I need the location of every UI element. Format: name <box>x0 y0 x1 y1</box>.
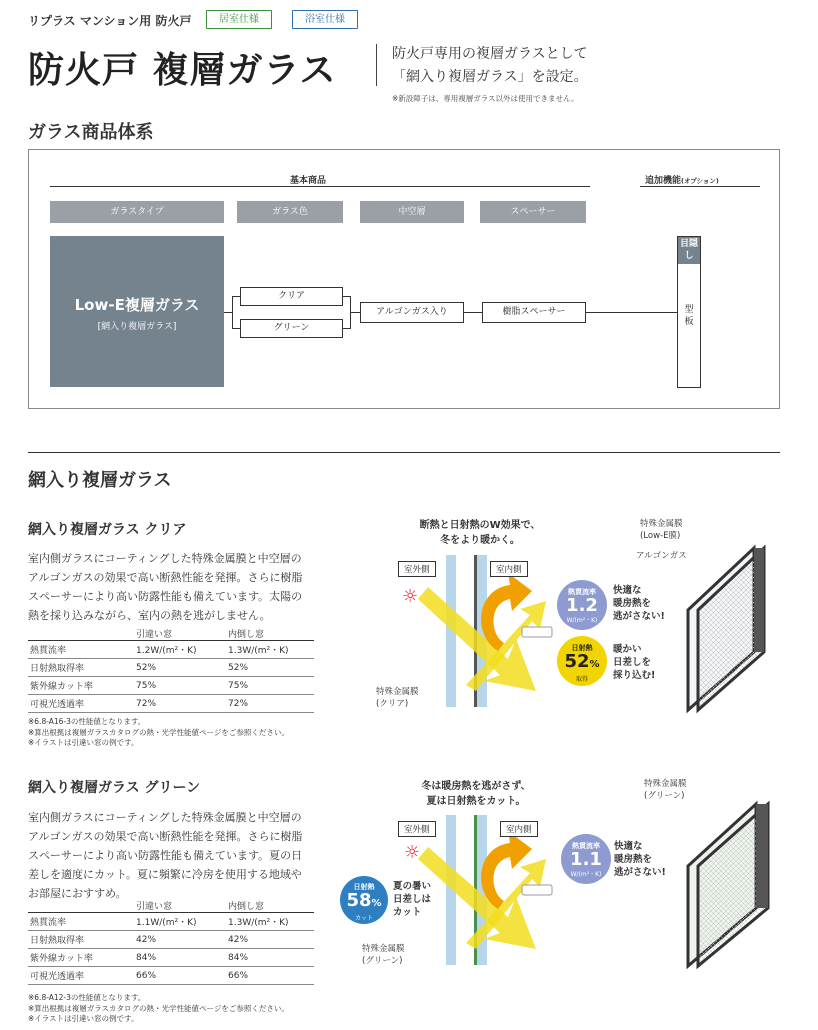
green-film-label: 特殊金属膜 (グリーン) <box>362 944 405 966</box>
body-line: お部屋におすすめ。 <box>28 887 127 900</box>
option-value: 型板 <box>684 305 694 327</box>
table-row: 紫外線カット率 75% 75% <box>28 677 314 695</box>
connector <box>586 312 677 313</box>
green-heading: 網入り複層ガラス グリーン <box>28 780 201 796</box>
clear-diagram-caption: 断熱と日射熱のW効果で、 冬をより暖かく。 <box>419 520 541 546</box>
clear-film-label: 特殊金属膜 (クリア) <box>376 687 419 709</box>
u-value-text: 快適な 暖房熱を 逃がさない! <box>613 585 665 622</box>
basic-label: 基本商品 <box>290 176 327 186</box>
clear-glass-illustration <box>676 540 782 715</box>
solar-cut-circle: 日射熱 58% カット <box>340 876 388 924</box>
connector <box>464 312 482 313</box>
tag-bath: 浴室仕様 <box>292 10 358 29</box>
table-row: 日射熱取得率 52% 52% <box>28 659 314 677</box>
gap-box: アルゴンガス入り <box>360 302 464 323</box>
color-clear-box: クリア <box>240 287 343 306</box>
option-label: 追加機能(オプション) <box>645 176 719 186</box>
note-line: ※6.8-A16-3の性能値となります。 <box>28 717 146 726</box>
col-sliding: 引違い窓 <box>136 629 173 640</box>
col-spacer: スペーサー <box>480 201 586 223</box>
col-tilt: 内倒し窓 <box>228 901 265 912</box>
connector <box>232 328 240 329</box>
col-sliding: 引違い窓 <box>136 901 173 912</box>
col-gap: 中空層 <box>360 201 464 223</box>
table-row: 熱貫流率 1.2W/(m²・K) 1.3W/(m²・K) <box>28 641 314 659</box>
connector <box>232 296 240 297</box>
clear-body <box>28 549 328 625</box>
page-title: 防火戸 複層ガラス <box>28 50 337 91</box>
main-product: Low-E複層ガラス <box>74 296 200 314</box>
clear-notes <box>28 717 289 749</box>
inside-label: 室内側 <box>500 821 538 837</box>
brand-line: リプラス マンション用 防火戸 <box>28 14 192 28</box>
basic-underline <box>50 186 590 187</box>
col-tilt: 内倒し窓 <box>228 629 265 640</box>
body-line: 室内側ガラスにコーティングした特殊金属膜と中空層の <box>28 552 302 565</box>
sun-icon: ☼ <box>402 586 419 607</box>
u-value-circle: 熱貫流率 1.1 W/(m²・K) <box>561 834 611 884</box>
title-desc-line1: 防火戸専用の複層ガラスとして <box>392 46 588 62</box>
table-row: 紫外線カット率 84% 84% <box>28 949 314 967</box>
green-glass-label: 特殊金属膜 (グリーン) <box>644 779 687 801</box>
green-body <box>28 808 328 903</box>
outside-label: 室外側 <box>398 821 436 837</box>
title-note: ※新設障子は、専用複層ガラス以外は使用できません。 <box>392 94 579 103</box>
option-underline <box>640 186 760 187</box>
body-line: スペーサーにより高い防露性能も備えています。夏の日 <box>28 849 303 862</box>
note-line: ※イラストは引違い窓の例です。 <box>28 1014 139 1023</box>
option-box <box>677 236 701 388</box>
title-divider <box>376 44 377 86</box>
table-row: 日射熱取得率 42% 42% <box>28 931 314 949</box>
green-notes <box>28 993 289 1025</box>
section2-heading: 網入り複層ガラス <box>28 470 172 491</box>
solar-cut-text: 夏の暑い 日差しは カット <box>393 881 432 918</box>
clear-glass-label1: 特殊金属膜 (Low-E膜) <box>640 519 683 541</box>
main-product-box <box>50 236 224 387</box>
note-line: ※イラストは引違い窓の例です。 <box>28 738 139 747</box>
heat-arrow <box>481 831 532 909</box>
body-line: 熱を採り込みながら、室内の熱を逃がしません。 <box>28 609 271 622</box>
connector <box>224 312 232 313</box>
main-product-sub: [網入り複層ガラス] <box>97 322 177 332</box>
title-desc-line2: 「網入り複層ガラス」を設定。 <box>392 69 588 85</box>
body-line: 室内側ガラスにコーティングした特殊金属膜と中空層の <box>28 811 302 824</box>
inside-label: 室内側 <box>490 561 528 577</box>
heater <box>522 885 552 895</box>
body-line: スペーサーにより高い防露性能も備えています。太陽の <box>28 590 303 603</box>
color-green-box: グリーン <box>240 319 343 338</box>
section-divider <box>28 452 780 453</box>
green-glass-illustration <box>676 796 786 971</box>
note-line: ※算出根拠は複層ガラスカタログの熱・光学性能値ページをご参照ください。 <box>28 1003 289 1013</box>
clear-heading: 網入り複層ガラス クリア <box>28 522 187 538</box>
clear-glass-label2: アルゴンガス <box>636 551 687 561</box>
clear-spec-table <box>28 626 314 713</box>
green-spec-table <box>28 898 314 985</box>
sun-icon: ☼ <box>404 842 421 863</box>
body-line: アルゴンガスの効果で高い断熱性能を発揮。さらに樹脂 <box>28 571 303 584</box>
note-line: ※算出根拠は複層ガラスカタログの熱・光学性能値ページをご参照ください。 <box>28 727 289 737</box>
body-line: 差しを適度にカット。夏に頻繁に冷房を使用する地域や <box>28 868 302 881</box>
solar-text: 暖かい 日差しを 採り込む! <box>613 644 656 681</box>
table-row: 可視光透過率 72% 72% <box>28 695 314 713</box>
u-value-text: 快適な 暖房熱を 逃がさない! <box>614 841 666 878</box>
heat-arrow <box>481 573 532 651</box>
table-row: 可視光透過率 66% 66% <box>28 967 314 985</box>
outside-label: 室外側 <box>398 561 436 577</box>
green-diagram-caption: 冬は暖房熱を逃がさず、 夏は日射熱をカット。 <box>421 781 531 807</box>
tag-room: 居室仕様 <box>206 10 272 29</box>
lineup-heading: ガラス商品体系 <box>28 122 154 143</box>
col-type: ガラスタイプ <box>50 201 224 223</box>
table-row: 熱貫流率 1.1W/(m²・K) 1.3W/(m²・K) <box>28 913 314 931</box>
option-top: 目隠し <box>678 237 700 264</box>
heater <box>522 627 552 637</box>
note-line: ※6.8-A12-3の性能値となります。 <box>28 993 146 1002</box>
spacer-box: 樹脂スペーサー <box>482 302 586 323</box>
body-line: アルゴンガスの効果で高い断熱性能を発揮。さらに樹脂 <box>28 830 303 843</box>
solar-circle: 日射熱 52% 取得 <box>557 636 607 686</box>
connector <box>232 296 233 329</box>
u-value-circle: 熱貫流率 1.2 W/(m²・K) <box>557 580 607 630</box>
col-color: ガラス色 <box>237 201 343 223</box>
connector <box>350 312 360 313</box>
